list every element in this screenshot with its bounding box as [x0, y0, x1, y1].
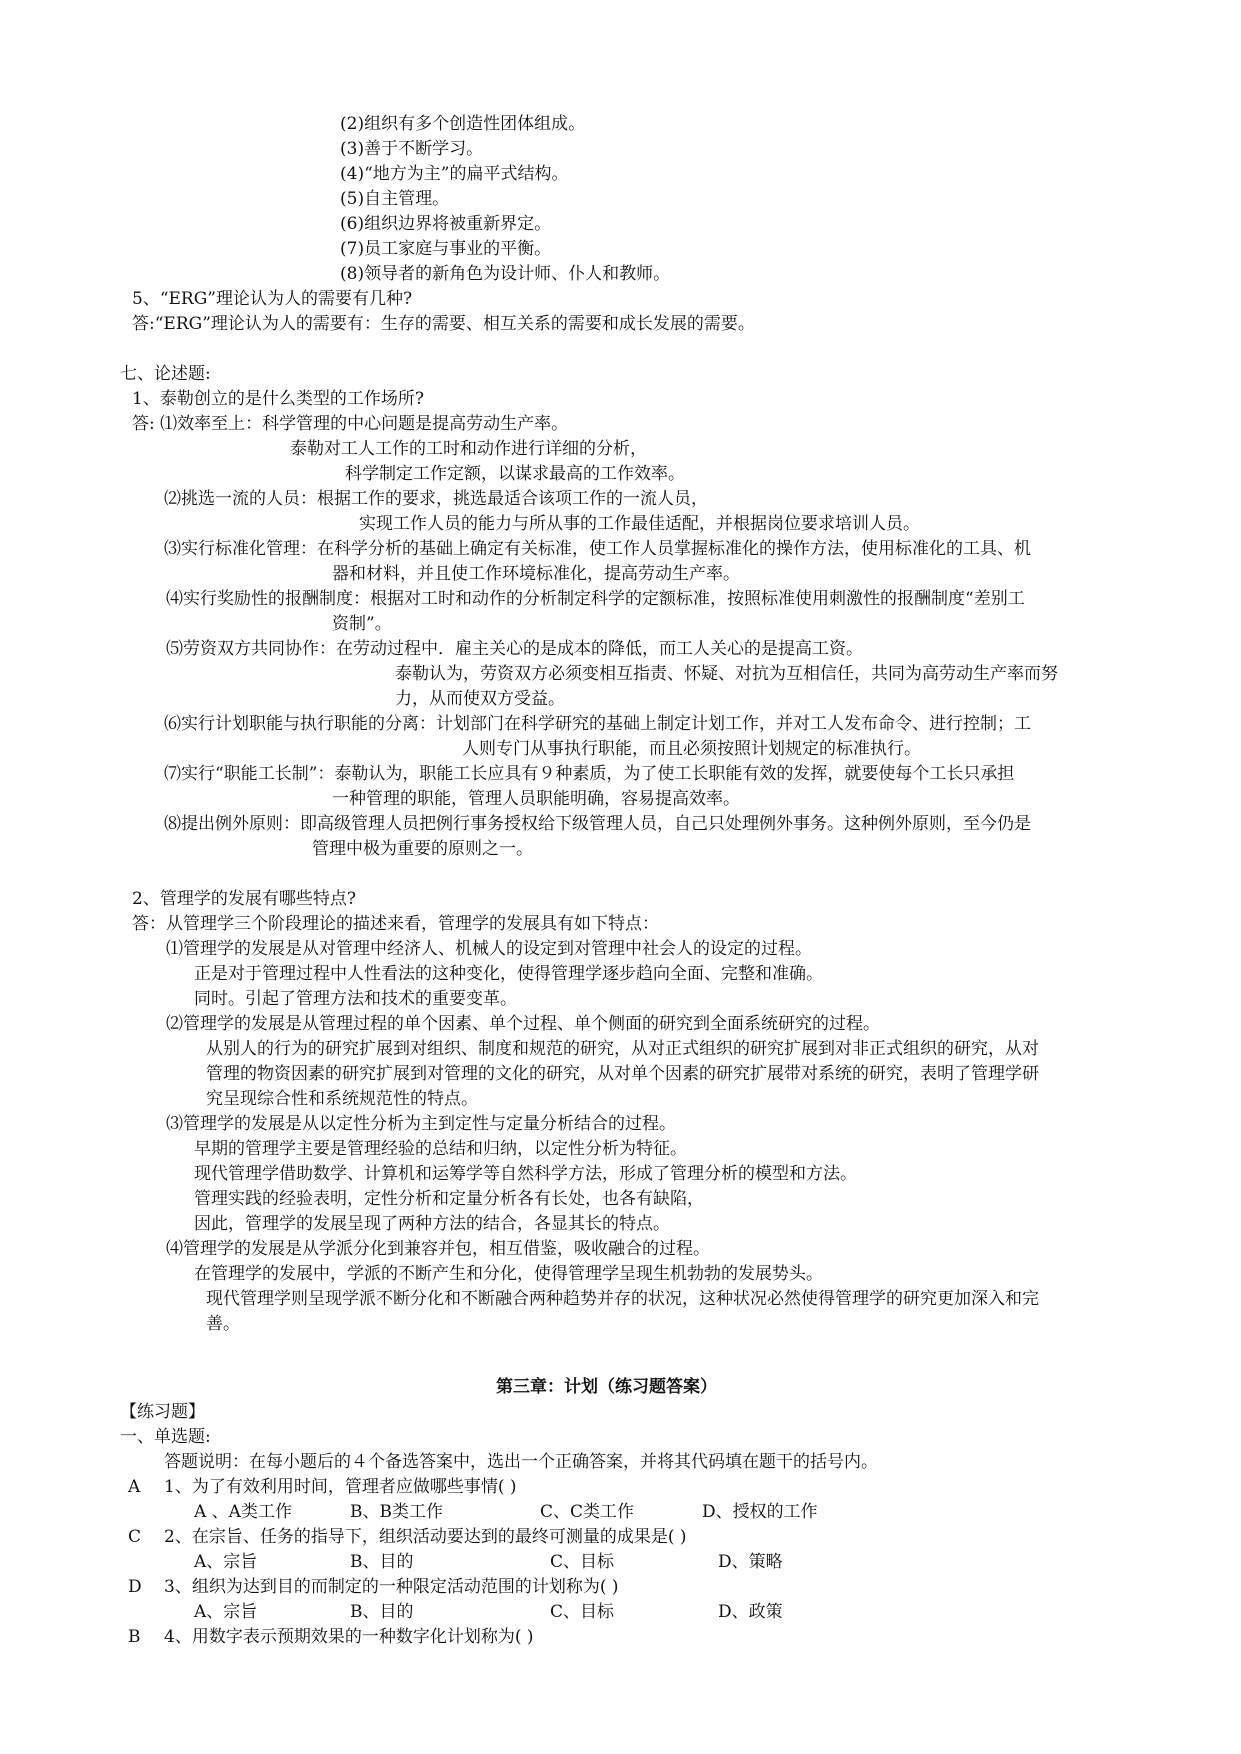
answer-line: ⑶实行标准化管理：在科学分析的基础上确定有关标准，使工作人员掌握标准化的操作方法，使用标准化的工具、机 [164, 539, 1031, 559]
option: D、策略 [718, 1552, 783, 1572]
answer-line: 泰勒认为，劳资双方必须变相互指责、怀疑、对抗为互相信任，共同为高劳动生产率而努 [395, 664, 1058, 684]
answer-line: 现代管理学借助数学、计算机和运筹学等自然科学方法，形成了管理分析的模型和方法。 [194, 1164, 857, 1184]
question: 3、组织为达到目的而制定的一种限定活动范围的计划称为( ) [164, 1577, 619, 1597]
answer-line: 器和材料，并且使工作环境标准化，提高劳动生产率。 [332, 564, 740, 584]
answer-key: A [128, 1477, 141, 1497]
option: A、宗旨 [194, 1552, 258, 1572]
answer-line: ⑸劳资双方共同协作：在劳动过程中．雇主关心的是成本的降低，而工人关心的是提高工资。 [166, 639, 863, 659]
answer-line: 从别人的行为的研究扩展到对组织、制度和规范的研究，从对正式组织的研究扩展到对非正式组织的研究，从对 [206, 1039, 1039, 1059]
question: 1、为了有效利用时间，管理者应做哪些事情( ) [164, 1477, 517, 1497]
answer-line: ⑷实行奖励性的报酬制度：根据对工时和动作的分析制定科学的定额标准，按照标准使用刺激性的报酬制度“差别工 [166, 589, 1025, 609]
section-heading: 一、单选题: [120, 1427, 211, 1447]
option: D、政策 [718, 1602, 783, 1622]
list-item: (6)组织边界将被重新界定。 [340, 214, 552, 234]
answer: 答: ⑴效率至上：科学管理的中心问题是提高劳动生产率。 [132, 414, 569, 434]
option: B、目的 [350, 1602, 414, 1622]
answer-line: ⑵挑选一流的人员：根据工作的要求，挑选最适合该项工作的一流人员， [164, 489, 708, 509]
option: C、C类工作 [540, 1502, 635, 1522]
answer-line: 科学制定工作定额，以谋求最高的工作效率。 [345, 464, 685, 484]
answer-line: 正是对于管理过程中人性看法的这种变化，使得管理学逐步趋向全面、完整和准确。 [194, 964, 823, 984]
answer-line: 管理实践的经验表明，定性分析和定量分析各有长处，也各有缺陷， [194, 1189, 704, 1209]
question: 4、用数字表示预期效果的一种数字化计划称为( ) [164, 1627, 534, 1647]
question: 5、“ERG”理论认为人的需要有几种? [132, 289, 413, 309]
list-item: (4)“地方为主”的扁平式结构。 [340, 164, 569, 184]
answer-key: B [128, 1627, 141, 1647]
answer-line: 一种管理的职能，管理人员职能明确，容易提高效率。 [332, 789, 740, 809]
answer-line: 善。 [206, 1314, 240, 1334]
answer-line: ⑹实行计划职能与执行职能的分离：计划部门在科学研究的基础上制定计划工作，并对工人发布命令、进行控制；工 [164, 714, 1031, 734]
answer-line: ⑷管理学的发展是从学派分化到兼容并包，相互借鉴，吸收融合的过程。 [166, 1239, 710, 1259]
answer-line: ⑵管理学的发展是从管理过程的单个因素、单个过程、单个侧面的研究到全面系统研究的过程。 [166, 1014, 880, 1034]
answer-line: 在管理学的发展中，学派的不断产生和分化，使得管理学呈现生机勃勃的发展势头。 [194, 1264, 823, 1284]
chapter-title: 第三章：计划（练习题答案） [496, 1377, 717, 1397]
section-heading: 【练习题】 [120, 1402, 205, 1422]
answer-line: 资制”。 [332, 614, 392, 634]
answer-line: 因此，管理学的发展呈现了两种方法的结合，各显其长的特点。 [194, 1214, 670, 1234]
answer-line: 人则专门从事执行职能，而且必须按照计划规定的标准执行。 [462, 739, 921, 759]
answer-line: 同时。引起了管理方法和技术的重要变革。 [194, 989, 517, 1009]
option: A、宗旨 [194, 1602, 258, 1622]
section-heading: 七、论述题: [120, 364, 211, 384]
answer-line: 管理的物资因素的研究扩展到对管理的文化的研究，从对单个因素的研究扩展带对系统的研究，表明了管理学研 [206, 1064, 1039, 1084]
option: B、目的 [350, 1552, 414, 1572]
answer: 答：从管理学三个阶段理论的描述来看，管理学的发展具有如下特点： [132, 914, 659, 934]
answer-line: 实现工作人员的能力与所从事的工作最佳适配，并根据岗位要求培训人员。 [359, 514, 920, 534]
answer-line: ⑴管理学的发展是从对管理中经济人、机械人的设定到对管理中社会人的设定的过程。 [166, 939, 812, 959]
answer-line: 现代管理学则呈现学派不断分化和不断融合两种趋势并存的状况，这种状况必然使得管理学的研究更加深入和完 [206, 1289, 1039, 1309]
list-item: (5)自主管理。 [340, 189, 450, 209]
list-item: (8)领导者的新角色为设计师、仆人和教师。 [340, 264, 671, 284]
answer-line: 早期的管理学主要是管理经验的总结和归纳，以定性分析为特征。 [194, 1139, 687, 1159]
question: 2、在宗旨、任务的指导下，组织活动要达到的最终可测量的成果是( ) [164, 1527, 687, 1547]
answer-line: 力，从而使双方受益。 [395, 689, 565, 709]
answer-line: ⑺实行“职能工长制”：泰勒认为，职能工长应具有９种素质，为了使工长职能有效的发挥，就要使每个工长只承担 [164, 764, 1015, 784]
question: 2、管理学的发展有哪些特点? [132, 889, 356, 909]
option: C、目标 [550, 1602, 615, 1622]
option: D、授权的工作 [702, 1502, 818, 1522]
answer-line: ⑻提出例外原则：即高级管理人员把例行事务授权给下级管理人员，自己只处理例外事务。这种例外原则，至今仍是 [164, 814, 1031, 834]
question: 1、泰勒创立的是什么类型的工作场所? [132, 389, 424, 409]
answer-line: 究呈现综合性和系统规范性的特点。 [206, 1089, 478, 1109]
list-item: (3)善于不断学习。 [340, 139, 484, 159]
answer: 答:“ERG”理论认为人的需要有：生存的需要、相互关系的需要和成长发展的需要。 [132, 314, 755, 334]
list-item: (7)员工家庭与事业的平衡。 [340, 239, 552, 259]
answer-line: 管理中极为重要的原则之一。 [312, 839, 533, 859]
answer-key: C [128, 1527, 142, 1547]
option: C、目标 [550, 1552, 615, 1572]
answer-line: 泰勒对工人工作的工时和动作进行详细的分析， [290, 439, 647, 459]
answer-key: D [128, 1577, 142, 1597]
answer-line: ⑶管理学的发展是从以定性分析为主到定性与定量分析结合的过程。 [166, 1114, 676, 1134]
option: B、B类工作 [350, 1502, 443, 1522]
list-item: (2)组织有多个创造性团体组成。 [340, 114, 586, 134]
option: A 、A类工作 [194, 1502, 292, 1522]
instructions: 答题说明：在每小题后的４个备选答案中，选出一个正确答案，并将其代码填在题干的括号内。 [164, 1452, 878, 1472]
